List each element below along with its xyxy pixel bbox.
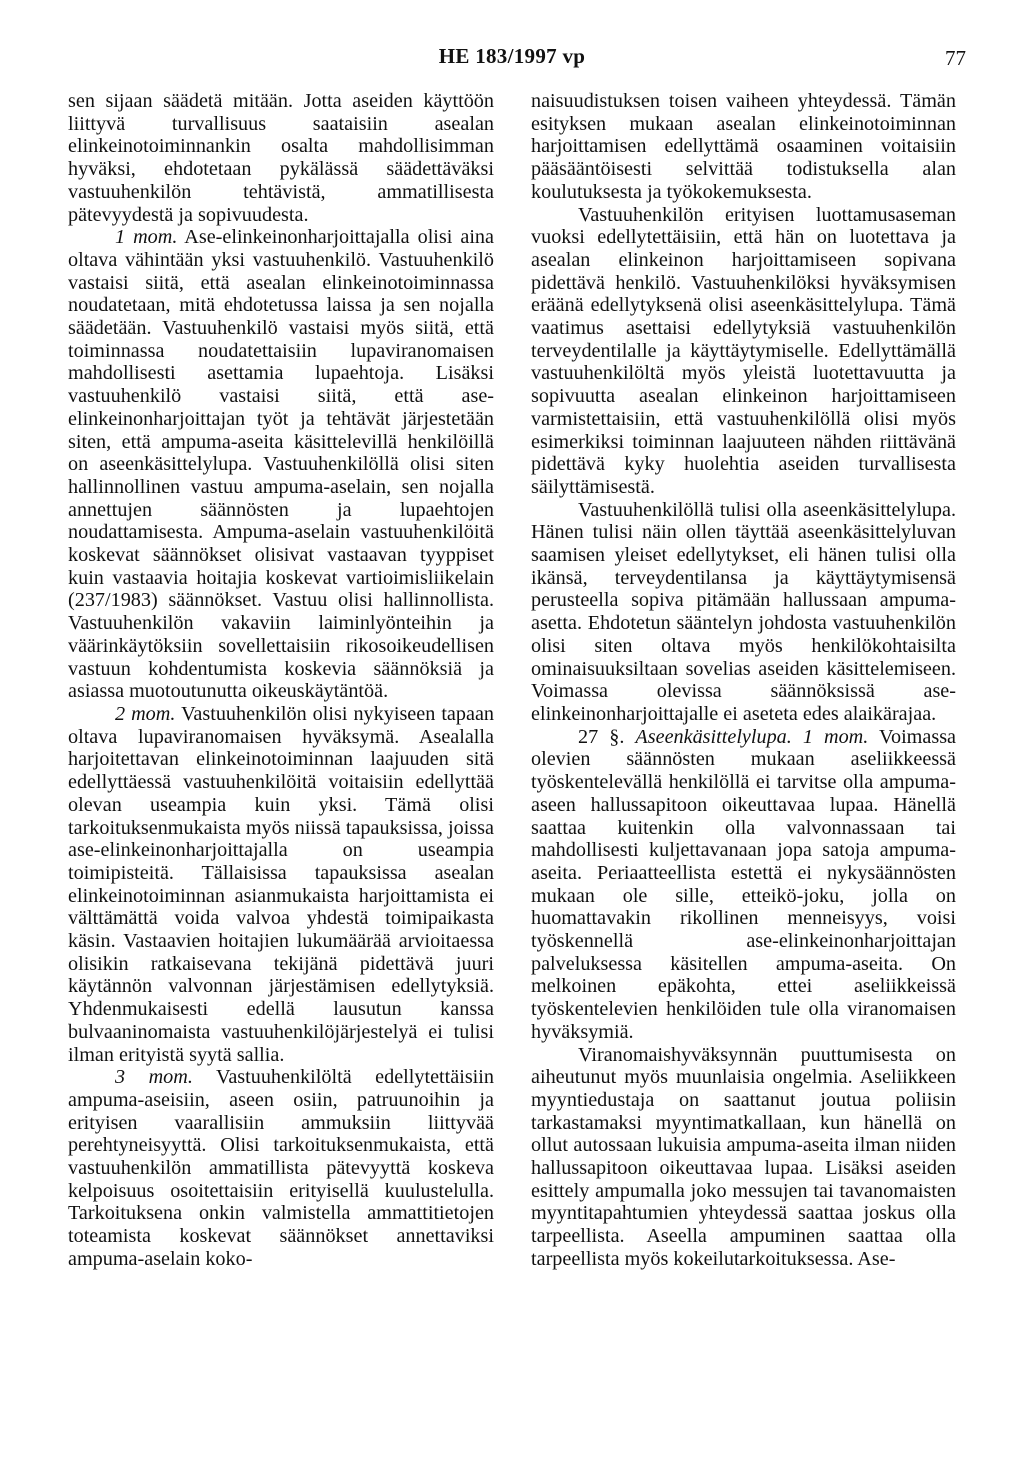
subsection-label: 2 mom. xyxy=(115,702,176,725)
section-number: 27 §. xyxy=(578,725,625,748)
subsection-label: 3 mom. xyxy=(115,1066,193,1089)
paragraph: Vastuuhenkilöllä tulisi olla aseenkäsittelylupa. Hänen tulisi näin ollen täyttää aseenkäsittelyluvan saamisen yleiset edellytykset, eli hänen tulisi olla ikänsä, terveydentilansa ja käyttäytymisensä perusteella sopiva pitämään hallussaan ampuma-asetta. Ehdotetun sääntelyn johdosta vastuuhenkilön olisi siten oltava myös henkilökohtaisilta ominaisuuksiltaan sovelias aseiden käsittelemiseen. Voimassa olevissa säännöksissä ase-elinkeinonharjoittajalle ei aseteta edes alaikärajaa. xyxy=(531,498,956,725)
right-column xyxy=(531,90,956,1271)
paragraph: Viranomaishyväksynnän puuttumisesta on aiheutunut myös muunlaisia ongelmia. Aseliikkeen myyntiedustaja on saattanut joutua poliisin tarkastamaksi myyntimatkallaan, kun hänellä on ollut autossaan lukuisia ampuma-aseita ilman niiden hallussapitoon oikeuttavaa lupaa. Lisäksi aseiden esittely ampumalla joko messujen tai tavanomaisten myyntitapahtumien yhteydessä saattaa joskus olla tarpeellista. Aseella ampuminen saattaa olla tarpeellista myös kokeilutarkoituksessa. Ase- xyxy=(531,1043,956,1270)
paragraph-text: Ase-elinkeinonharjoittajalla olisi aina oltava vähintään yksi vastuuhenkilö. Vastuuhenkilö vastaisi siitä, että asealan elinkeinotoiminnassa noudatetaan, mitä ehdotetussa laissa ja sen nojalla säädetään. Vastuuhenkilö vastaisi myös siitä, että toiminnassa noudatettaisiin lupaviranomaisen mahdollisesti asettamia lupaehtoja. Lisäksi vastuuhenkilö vastaisi siitä, että ase-elinkeinonharjoittajan työt ja tehtävät järjestetään siten, että ampuma-aseita käsittelevillä henkilöillä on aseenkäsittelylupa. Vastuuhenkilöllä olisi siten hallinnollinen vastuu ampuma-aselain, sen nojalla annettujen säännösten ja lupaehtojen noudattamisesta. Ampuma-aselain vastuuhenkilöitä koskevat säännökset olisivat vastaavan tyyppiset kuin vastaavia hoitajia koskevat vartioimisliikelain (237/1983) säännökset. Vastuu olisi hallinnollista. Vastuuhenkilön vakaviin laiminlyönteihin ja väärinkäytöksiin sovellettaisiin rikosoikeudellisen vastuun kohdentumista koskevia säännöksiä ja asiassa muotoutunutta oikeuskäytäntöä. xyxy=(68,226,494,703)
subsection-label: 1 mom. xyxy=(115,226,178,249)
paragraph xyxy=(68,226,494,703)
page-number: 77 xyxy=(945,46,966,70)
section-title: Aseenkäsittelylupa. 1 mom. xyxy=(635,725,869,748)
page-header xyxy=(0,44,1024,74)
paragraph: Vastuuhenkilön erityisen luottamusaseman vuoksi edellytettäisiin, että hän on luotettava ja asealan elinkeinon harjoittamiseen sopivana pidettävä henkilö. Vastuuhenkilöksi hyväksymisen eräänä edellytyksenä olisi aseenkäsittelylupa. Tämä vaatimus asettaisi edellytyksiä vastuuhenkilön terveydentilalle ja käyttäytymiselle. Edellyttämällä vastuuhenkilöltä myös yleistä luotettavuutta ja sopivuutta asealan elinkeinon harjoittamiseen varmistettaisiin, että vastuuhenkilöllä olisi myös esimerkiksi toiminnan laajuuteen nähden riittävänä pidettävä kyky huolehtia aseiden turvallisesta säilyttämisestä. xyxy=(531,203,956,498)
paragraph: naisuudistuksen toisen vaiheen yhteydessä. Tämän esityksen mukaan asealan elinkeinotoiminnan harjoittamisen edellyttämä osaaminen voitaisiin pääsääntöisesti selvittää todistuksella alan koulutuksesta ja työkokemuksesta. xyxy=(531,90,956,203)
paragraph xyxy=(531,726,956,1044)
paragraph-text: Voimassa olevien säännösten mukaan aseliikkeessä työskentelevällä henkilöllä ei tarvitse olla ampuma-aseen hallussapitoon oikeuttavaa lupaa. Hänellä saattaa kuitenkin olla valvonnassaan tai mahdollisesti kuljettavanaan jopa satoja ampuma-aseita. Periaatteellista estettä ei nykysäännösten mukaan ole sille, etteikö-joku, jolla on huomattavakin rikollinen menneisyys, voisi työskennellä ase-elinkeinonharjoittajan palveluksessa käsitellen ampuma-aseita. On melkoinen epäkohta, ettei aseliikkeissä työskentelevien henkilöiden tule olla viranomaisen hyväksymiä. xyxy=(531,725,957,1043)
paragraph: sen sijaan säädetä mitään. Jotta aseiden käyttöön liittyvä turvallisuus saataisiin asealan elinkeinotoiminnankin osalta mahdollisimman hyväksi, ehdotetaan pykälässä säädettäväksi vastuuhenkilön tehtävistä, ammatillisesta pätevyydestä ja sopivuudesta. xyxy=(68,90,494,226)
paragraph xyxy=(68,703,494,1066)
left-column xyxy=(68,90,494,1271)
paragraph xyxy=(68,1066,494,1270)
paragraph-text: Vastuuhenkilön olisi nykyiseen tapaan oltava lupaviranomaisen hyväksymä. Asealalla harjoitettavan elinkeinotoiminnan laajuuden sitä edellyttäessä vastuuhenkilöitä voitaisiin edellyttää olevan useampia kuin yksi. Tämä olisi tarkoituksenmukaista myös niissä tapauksissa, joissa ase-elinkeinonharjoittajalla on useampia toimipisteitä. Tällaisissa tapauksissa asealan elinkeinotoiminnan asianmukaista harjoittamista ei välttämättä voida valvoa yhdestä toimipaikasta käsin. Vastaavien hoitajien lukumäärää arvioitaessa olisikin ratkaisevana tekijänä pidettävä juuri käytännön valvonnan järjestämisen edellytyksiä. Yhdenmukaisesti edellä lausutun kanssa bulvaaninomaista vastuuhenkilöjärjestelyä ei tulisi ilman erityistä syytä sallia. xyxy=(68,702,494,1066)
paragraph-text: Vastuuhenkilöltä edellytettäisiin ampuma-aseisiin, aseen osiin, patruunoihin ja erityisen vaarallisiin ammuksiin liittyvää perehtyneisyyttä. Olisi tarkoituksenmukaista, että vastuuhenkilön ammatillista pätevyyttä koskeva kelpoisuus osoitettaisiin erityisellä kuulustelulla. Tarkoituksena onkin valmistella ammattitietojen toteamista koskevat säännökset annettaviksi ampuma-aselain koko- xyxy=(68,1066,494,1270)
document-reference: HE 183/1997 vp xyxy=(438,44,586,68)
